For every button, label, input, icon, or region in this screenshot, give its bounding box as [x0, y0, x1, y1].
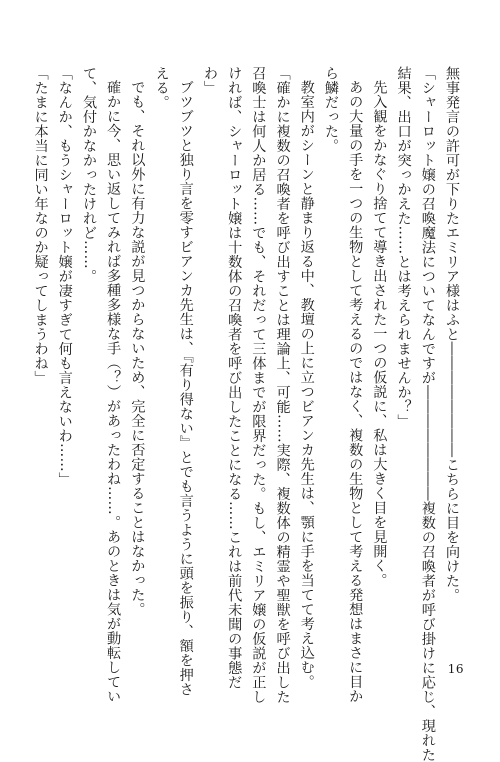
text-line: 先入観をかなぐり捨てて導き出された一つの仮説に、私は大きく目を見開く。 — [371, 80, 388, 588]
text-line: あの大量の手を一つの生物として考えるのではなく、複数の生物として考える発想はまさに目か — [347, 80, 364, 704]
text-line: 召喚士は何人か居る……でも、それだって三体までが限界だった。もし、エミリア嬢の仮説が正し — [250, 66, 267, 704]
text-line: ら鱗だった。 — [322, 66, 339, 153]
text-line: 無事発言の許可が下りたエミリア様はふと――――――――こちらに目を向けた。 — [444, 66, 460, 603]
text-line: て、気付かなかったけれど……。 — [80, 66, 97, 284]
text-line: 確かに今、思い返してみれば多種多様な手（？）があったわね……。あのときは気が動転してい — [105, 80, 122, 704]
text-line: ければ、シャーロット嬢は十数体の召喚者を呼び出したことになる……これは前代未聞の事態だ — [226, 66, 243, 690]
text-line: 「シャーロット嬢の召喚魔法についてなんですが――――――――複数の召喚者が呼び掛けに応じ、現れた — [419, 66, 436, 762]
page-number: 16 — [447, 662, 464, 676]
text-line: わ」 — [201, 66, 218, 95]
text-line: 「確かに複数の召喚者を呼び出すことは理論上、可能……実際、複数体の精霊や聖獣を呼び出した — [274, 66, 291, 704]
text-line: 教室内がシーンと静まり返る中、教壇の上に立つビアンカ先生は、顎に手を当てて考え込む。 — [298, 80, 315, 690]
text-line: 「たまに本当に同い年なのか疑ってしまうわね」 — [32, 66, 49, 385]
text-line: でも、それ以外に有力な説が見つからないため、完全に否定することはなかった。 — [129, 80, 146, 617]
text-line: 結果、出口が突っかえた……とは考えられませんか？」 — [395, 66, 412, 429]
text-line: 「なんか、もうシャーロット嬢が凄すぎて何も言えないわ……」 — [56, 66, 73, 487]
text-line: える。 — [153, 66, 170, 110]
text-line: ブツブツと独り言を零すビアンカ先生は、『有り得ない』とでも言うように頭を振り、額を押さ — [177, 80, 194, 697]
